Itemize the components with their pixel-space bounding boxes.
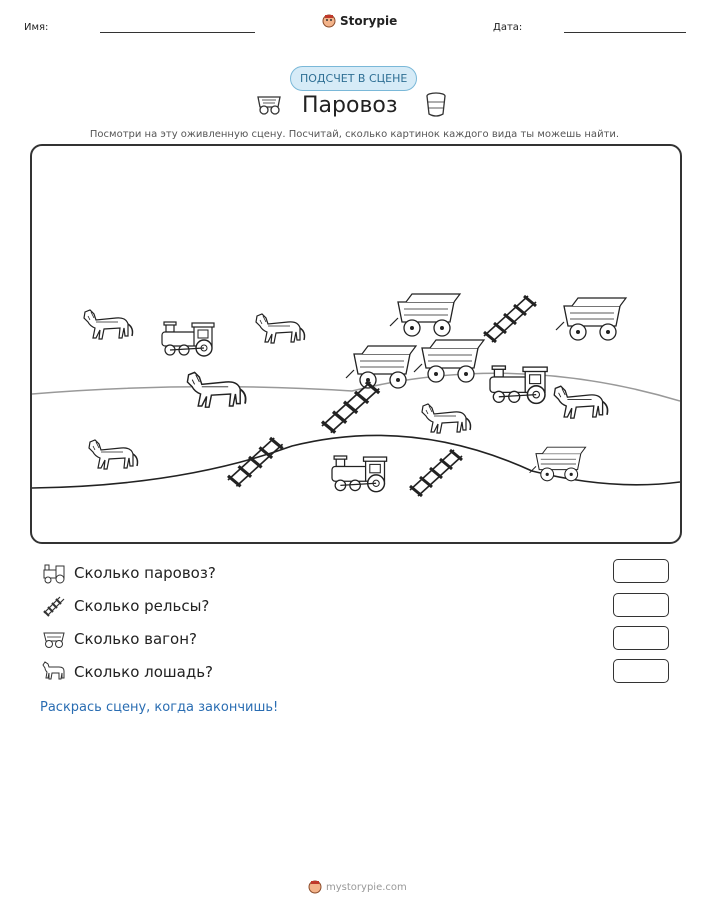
question-locomotive [42,562,216,584]
locomotive-1 [162,322,214,356]
instructions-text: Посмотри на эту оживленную сцену. Посчитай, сколько картинок каждого вида ты можешь найти. [89,129,620,140]
brand-name: Storypie [340,14,398,28]
wagon-2 [556,298,626,340]
name-line[interactable] [100,32,255,33]
wagon-title-icon [256,92,282,120]
answer-box-wagon[interactable] [613,626,669,650]
rail-1 [484,296,536,342]
storypie-logo [322,14,397,28]
wagon-icon [42,628,66,650]
horse-6 [554,386,607,418]
counting-scene [30,144,682,544]
horse-1 [84,310,133,339]
locomotive-3 [332,456,387,492]
answer-box-rail[interactable] [613,593,669,617]
locomotive-2 [490,366,547,403]
question-wagon [42,628,197,650]
name-label: Имя: [24,22,49,33]
answer-box-locomotive[interactable] [613,559,669,583]
page-title: Паровоз [302,93,398,118]
rail-3 [228,438,283,486]
date-label: Дата: [493,22,523,33]
rail-icon [42,595,66,617]
scene-drawing [32,146,680,542]
wagon-1 [390,294,460,336]
coloring-instruction: Раскрась сцену, когда закончишь! [40,700,279,715]
horse-5 [422,404,471,433]
storypie-logo-icon [322,14,336,28]
rail-4 [410,450,462,496]
activity-badge: ПОДСЧЕТ В СЦЕНЕ [290,66,417,91]
wagon-3 [346,346,416,388]
wagon-5 [530,447,586,481]
question-text: Сколько паровоз? [74,564,216,582]
locomotive-icon [42,562,66,584]
storypie-footer-icon [308,880,322,894]
horse-4 [89,440,138,469]
answer-box-horse[interactable] [613,659,669,683]
horse-2 [256,314,305,343]
question-text: Сколько рельсы? [74,597,210,615]
question-text: Сколько лошадь? [74,663,213,681]
footer-site[interactable]: mystorypie.com [326,881,407,893]
question-text: Сколько вагон? [74,630,198,648]
cup-title-icon [425,92,447,122]
horse-3 [187,372,245,407]
question-horse [42,661,213,683]
horse-icon [42,661,66,683]
date-line[interactable] [564,32,686,33]
question-rail [42,595,209,617]
footer [308,880,407,894]
